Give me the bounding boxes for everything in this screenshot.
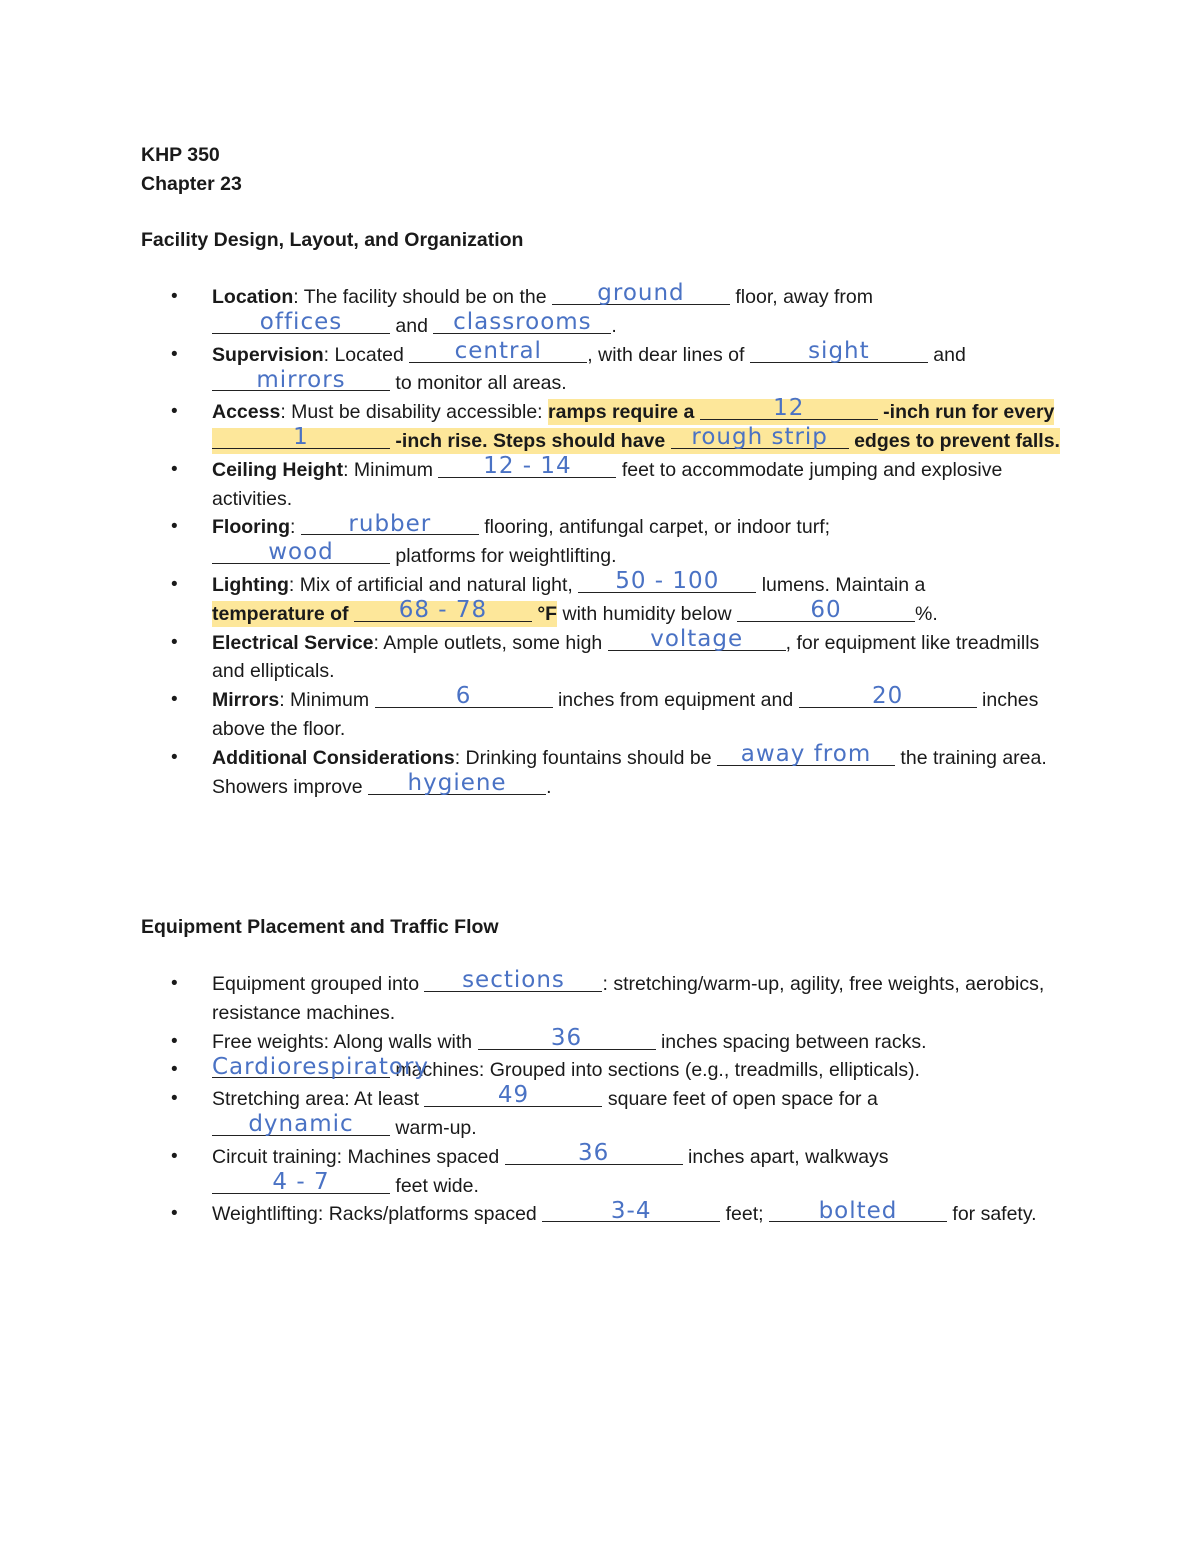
item-label: Electrical Service (212, 631, 374, 654)
handwritten-answer: 3-4 (610, 1197, 652, 1224)
item-label: Access (212, 401, 281, 424)
fill-blank[interactable] (700, 395, 878, 422)
list-item-flooring: • Flooring: rubber flooring, antifungal carpet, or indoor turf; wood platforms for weightlifting. (141, 513, 1071, 571)
fill-blank[interactable] (368, 769, 546, 796)
list-item-free-weights: • Free weights: Along walls with 36 inches spacing between racks. (141, 1028, 1071, 1057)
handwritten-answer: sections (462, 967, 565, 994)
list-item-location: • Location: The facility should be on the ground floor, away from offices and classrooms . (141, 283, 1071, 341)
fill-blank[interactable] (478, 1024, 656, 1051)
list-item-additional: • Additional Considerations: Drinking fountains should be away from the training area. Showers improve hygiene . (141, 744, 1071, 802)
item-label: Lighting (212, 573, 289, 596)
fill-blank[interactable] (212, 366, 390, 393)
list-item-equipment-grouped: • Equipment grouped into sections : stretching/warm-up, agility, free weights, aerobics, resistance machines. (141, 970, 1071, 1028)
handwritten-answer: ground (597, 280, 685, 307)
equipment-placement-list (141, 967, 1071, 1229)
handwritten-answer: 36 (578, 1139, 610, 1166)
fill-blank[interactable] (212, 539, 390, 566)
handwritten-answer: 6 (455, 683, 472, 710)
fill-blank[interactable] (212, 1053, 430, 1080)
handwritten-answer: 60 (810, 596, 842, 623)
fill-blank[interactable] (375, 683, 553, 710)
item-label: Ceiling Height (212, 458, 344, 481)
fill-blank[interactable] (717, 740, 895, 767)
list-item-supervision: • Supervision: Located central , with dear lines of sight and mirrors to monitor all areas. (141, 341, 1071, 399)
handwritten-answer: 36 (550, 1024, 583, 1051)
highlighted-text: temperature of 68 - 78 °F (212, 596, 558, 625)
fill-blank[interactable] (438, 452, 616, 479)
handwritten-answer: 1 (293, 424, 309, 451)
handwritten-answer: 12 - 14 (483, 452, 572, 479)
item-label: Additional Considerations (212, 746, 455, 769)
handwritten-answer: mirrors (256, 366, 346, 393)
list-item-circuit: • Circuit training: Machines spaced 36 inches apart, walkways 4 - 7 feet wide. (141, 1143, 1071, 1201)
fill-blank[interactable] (750, 337, 928, 364)
handwritten-answer: wood (268, 539, 334, 566)
fill-blank[interactable] (552, 280, 730, 307)
fill-blank[interactable] (424, 1082, 602, 1109)
fill-blank[interactable] (505, 1139, 683, 1166)
item-label: Mirrors (212, 689, 280, 712)
item-label: Location (212, 286, 294, 308)
fill-blank[interactable] (424, 967, 602, 994)
chapter-title: Chapter 23 (141, 173, 242, 195)
handwritten-answer: dynamic (248, 1111, 354, 1138)
fill-blank[interactable] (212, 1168, 390, 1195)
handwritten-answer: sight (808, 337, 870, 364)
handwritten-answer: rubber (348, 510, 432, 537)
handwritten-answer: away from (740, 740, 872, 767)
handwritten-answer: offices (259, 309, 343, 335)
handwritten-answer: • Cardiorespiratory (212, 1053, 430, 1080)
handwritten-answer: voltage (650, 625, 744, 652)
handwritten-answer: 68 - 78 (398, 596, 488, 623)
fill-blank[interactable] (409, 337, 587, 364)
list-item-stretching: • Stretching area: At least 49 square feet of open space for a dynamic warm-up. (141, 1085, 1071, 1143)
fill-blank[interactable] (354, 596, 532, 623)
list-item-electrical: • Electrical Service: Ample outlets, some high voltage , for equipment like treadmills and ellipticals. (141, 629, 1071, 687)
fill-blank[interactable] (542, 1197, 720, 1224)
handwritten-answer: 12 (773, 395, 805, 422)
handwritten-answer: bolted (818, 1197, 898, 1224)
fill-blank[interactable] (212, 424, 390, 451)
fill-blank[interactable] (799, 683, 977, 710)
handwritten-answer: central (454, 337, 542, 364)
fill-blank[interactable] (301, 510, 479, 537)
handwritten-answer: 49 (497, 1082, 530, 1109)
fill-blank[interactable] (608, 625, 786, 652)
fill-blank[interactable] (433, 309, 611, 335)
list-item-weightlifting: • Weightlifting: Racks/platforms spaced 3-4 feet; bolted for safety. (141, 1200, 1071, 1229)
fill-blank[interactable] (737, 596, 915, 623)
list-item-cardio: • Cardiorespiratory machines: Grouped into sections (e.g., treadmills, ellipticals). (141, 1056, 1071, 1085)
fill-blank[interactable] (212, 1111, 390, 1138)
item-label: Flooring (212, 516, 290, 539)
item-label: Supervision (212, 343, 324, 366)
facility-design-list (141, 280, 1071, 801)
highlighted-text: ramps require a 12 -inch run for every 1 -inch rise. Steps should have rough strip edges to prevent falls. (212, 399, 1060, 454)
handwritten-answer: classrooms (453, 309, 592, 335)
handwritten-answer: 50 - 100 (615, 568, 720, 595)
list-item-ceiling-height: • Ceiling Height: Minimum 12 - 14 feet to accommodate jumping and explosive activities. (141, 456, 1071, 514)
section-title-facility-design: Facility Design, Layout, and Organization (141, 229, 524, 251)
fill-blank[interactable] (671, 424, 849, 451)
fill-blank[interactable] (212, 309, 390, 335)
handwritten-answer: 20 (871, 683, 904, 710)
course-code: KHP 350 (141, 144, 220, 166)
handwritten-answer: hygiene (407, 769, 507, 796)
list-item-mirrors: • Mirrors: Minimum 6 inches from equipment and 20 inches above the floor. (141, 686, 1071, 744)
list-item-access: • Access: Must be disability accessible: ramps require a 12 -inch run for every 1 -inch rise. Steps should have rough strip edges to prevent falls. (141, 398, 1071, 456)
handwritten-answer: rough strip (691, 424, 828, 451)
fill-blank[interactable] (769, 1197, 947, 1224)
handwritten-answer: 4 - 7 (272, 1168, 330, 1195)
fill-blank[interactable] (578, 568, 756, 595)
list-item-lighting: • Lighting: Mix of artificial and natural light, 50 - 100 lumens. Maintain a temperature of 68 - 78 °F with humidity below 60 %. (141, 571, 1071, 629)
section-title-equipment-placement: Equipment Placement and Traffic Flow (141, 916, 499, 938)
